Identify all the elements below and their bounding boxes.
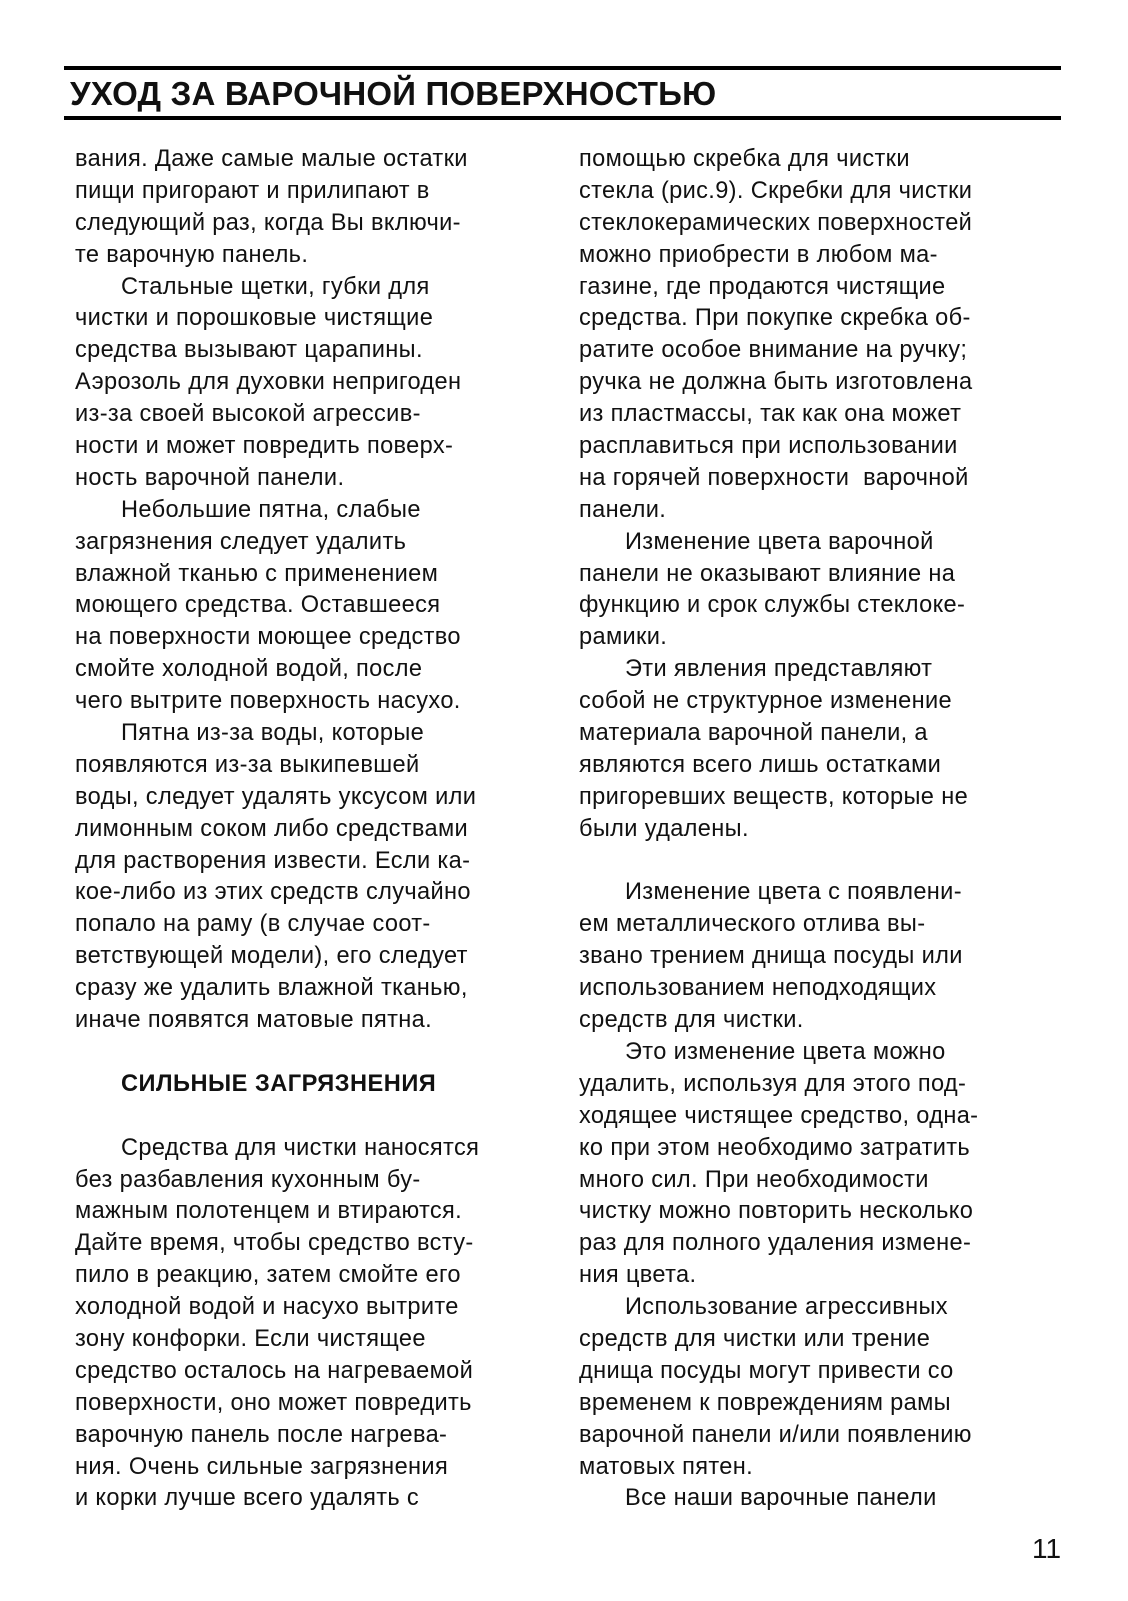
paragraph-first-line: Использование агрессивных (625, 1294, 948, 1321)
text-line: зону конфорки. Если чистящее (75, 1325, 426, 1352)
section-heading: СИЛЬНЫЕ ЗАГРЯЗНЕНИЯ (121, 1070, 437, 1097)
paragraph-first-line: Это изменение цвета можно (625, 1038, 946, 1065)
blank-line (75, 1037, 550, 1069)
text-line: холодной водой и насухо вытрите (75, 1294, 459, 1321)
text-line: временем к повреждениям рамы (579, 1389, 951, 1416)
text-line: панели не оказывают влияние на (579, 560, 956, 587)
text-line: пило в реакцию, затем смойте его (75, 1262, 461, 1289)
text-line: раз для полного удаления измене- (579, 1230, 972, 1257)
right-text-column (579, 144, 1054, 1515)
page-title: УХОД ЗА ВАРОЧНОЙ ПОВЕРХНОСТЬЮ (70, 75, 717, 112)
text-line: пищи пригорают и прилипают в (75, 177, 430, 204)
text-line: для растворения извести. Если ка- (75, 847, 471, 874)
paragraph-first-line: Эти явления представляют (625, 656, 933, 683)
text-line: Дайте время, чтобы средство всту- (75, 1230, 474, 1257)
text-line: из-за своей высокой агрессив- (75, 401, 421, 428)
paragraph-first-line: Все наши варочные панели (625, 1485, 937, 1512)
blank-line (75, 1101, 550, 1133)
text-line: рамики. (579, 624, 668, 651)
text-line: средства вызывают царапины. (75, 337, 423, 364)
text-line: чистки и порошковые чистящие (75, 305, 434, 332)
paragraph-first-line: Пятна из-за воды, которые (121, 720, 425, 747)
title-bottom-rule (64, 116, 1061, 120)
text-line: пригоревших веществ, которые не (579, 783, 969, 810)
text-line: поверхности, оно может повредить (75, 1389, 472, 1416)
text-line: средств для чистки или трение (579, 1325, 931, 1352)
text-line: функцию и срок службы стеклоке- (579, 592, 966, 619)
text-line: использованием неподходящих (579, 975, 937, 1002)
title-top-rule (64, 66, 1061, 70)
paragraph-first-line: Небольшие пятна, слабые (121, 496, 421, 523)
text-line: ветствующей модели), его следует (75, 943, 468, 970)
text-line: газине, где продаются чистящие (579, 273, 946, 300)
text-line: появляются из-за выкипевшей (75, 751, 420, 778)
text-line: и корки лучше всего удалять с (75, 1485, 420, 1512)
text-line: панели. (579, 496, 667, 523)
text-line: материала варочной панели, а (579, 720, 928, 747)
text-line: ходящее чистящее средство, одна- (579, 1102, 979, 1129)
text-line: чистку можно повторить несколько (579, 1198, 974, 1225)
paragraph-first-line: Изменение цвета варочной (625, 528, 934, 555)
text-line: вания. Даже самые малые остатки (75, 146, 468, 172)
text-line: Аэрозоль для духовки непригоден (75, 369, 462, 396)
text-line: много сил. При необходимости (579, 1166, 929, 1193)
text-line: можно приобрести в любом ма- (579, 241, 938, 268)
page-number: 11 (1032, 1533, 1062, 1564)
text-line: ность варочной панели. (75, 464, 345, 491)
text-line: те варочную панель. (75, 241, 309, 268)
paragraph-first-line: Изменение цвета с появлени- (625, 879, 962, 906)
text-line: днища посуды могут привести со (579, 1357, 954, 1384)
text-line: помощью скребка для чистки (579, 146, 910, 172)
text-line: моющего средства. Оставшееся (75, 592, 441, 619)
text-line: ем металлического отлива вы- (579, 911, 926, 938)
text-line: воды, следует удалять уксусом или (75, 783, 477, 810)
text-line: ния цвета. (579, 1262, 697, 1289)
text-line: средств для чистки. (579, 1007, 804, 1034)
text-line: варочной панели и/или появлению (579, 1421, 972, 1448)
text-line: варочную панель после нагрева- (75, 1421, 448, 1448)
text-line: средства. При покупке скребка об- (579, 305, 971, 332)
text-line: влажной тканью с применением (75, 560, 439, 587)
text-line: ния. Очень сильные загрязнения (75, 1453, 449, 1480)
text-line: смойте холодной водой, после (75, 656, 423, 683)
text-line: звано трением днища посуды или (579, 943, 963, 970)
text-line: средство осталось на нагреваемой (75, 1357, 474, 1384)
text-line: без разбавления кухонным бу- (75, 1166, 421, 1193)
text-line: на поверхности моющее средство (75, 624, 461, 651)
text-line: были удалены. (579, 815, 749, 842)
text-line: удалить, используя для этого под- (579, 1070, 967, 1097)
text-line: сразу же удалить влажной тканью, (75, 975, 468, 1002)
text-line: ности и может повредить поверх- (75, 433, 454, 460)
text-line: из пластмассы, так как она может (579, 401, 962, 428)
text-line: чего вытрите поверхность насухо. (75, 688, 461, 715)
paragraph-first-line: Стальные щетки, губки для (121, 273, 430, 300)
text-line: ко при этом необходимо затратить (579, 1134, 971, 1161)
text-line: матовых пятен. (579, 1453, 754, 1480)
text-line: ратите особое внимание на ручку; (579, 337, 968, 364)
text-line: стеклокерамических поверхностей (579, 209, 973, 236)
text-line: иначе появятся матовые пятна. (75, 1007, 433, 1034)
text-line: на горячей поверхности варочной (579, 464, 969, 491)
text-line: следующий раз, когда Вы включи- (75, 209, 461, 236)
text-line: попало на раму (в случае соот- (75, 911, 431, 938)
paragraph-first-line: Средства для чистки наносятся (121, 1134, 480, 1161)
text-line: лимонным соком либо средствами (75, 815, 469, 842)
text-line: загрязнения следует удалить (75, 528, 407, 555)
text-line: кое-либо из этих средств случайно (75, 879, 471, 906)
text-line: расплавиться при использовании (579, 433, 958, 460)
blank-line (579, 846, 1054, 878)
text-line: стекла (рис.9). Скребки для чистки (579, 177, 973, 204)
text-line: мажным полотенцем и втираются. (75, 1198, 463, 1225)
text-line: являются всего лишь остатками (579, 751, 942, 778)
text-line: ручка не должна быть изготовлена (579, 369, 973, 396)
text-line: собой не структурное изменение (579, 688, 952, 715)
left-text-column (75, 144, 550, 1515)
